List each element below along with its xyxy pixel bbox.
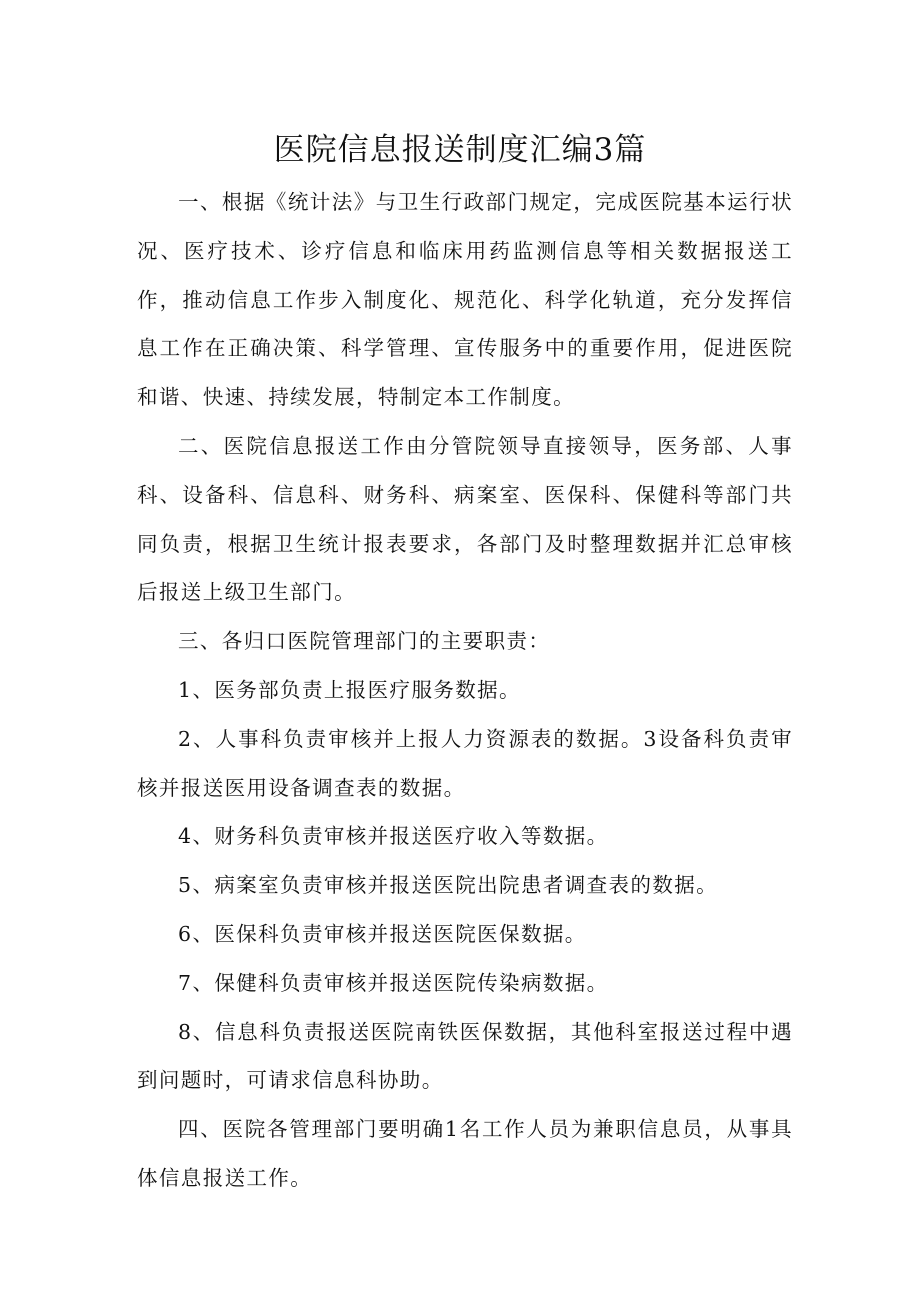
paragraph-11: 四、医院各管理部门要明确1名工作人员为兼职信息员，从事具体信息报送工作。: [137, 1117, 793, 1190]
paragraph-8: 6、医保科负责审核并报送医院医保数据。: [178, 921, 587, 946]
paragraph-7: 5、病案室负责审核并报送医院出院患者调查表的数据。: [178, 873, 719, 898]
paragraph-5: 2、人事科负责审核并上报人力资源表的数据。3设备科负责审核并报送医用设备调查表的数据。: [137, 726, 793, 800]
paragraph-6: 4、财务科负责审核并报送医疗收入等数据。: [178, 824, 609, 849]
paragraph-9: 7、保健科负责审核并报送医院传染病数据。: [178, 970, 609, 995]
paragraph-2: 二、医院信息报送工作由分管院领导直接领导，医务部、人事科、设备科、信息科、财务科、病案室、医保科、保健科等部门共同负责，根据卫生统计报表要求，各部门及时整理数据并汇总审核后报送上级卫生部门。: [137, 433, 793, 605]
paragraph-3: 三、各归口医院管理部门的主要职责：: [178, 629, 551, 654]
document-title: 医院信息报送制度汇编3篇: [273, 132, 647, 168]
paragraph-4: 1、医务部负责上报医疗服务数据。: [178, 677, 521, 702]
document-body: [137, 178, 793, 1203]
paragraph-1: 一、根据《统计法》与卫生行政部门规定，完成医院基本运行状况、医疗技术、诊疗信息和临床用药监测信息等相关数据报送工作，推动信息工作步入制度化、规范化、科学化轨道，充分发挥信息工作在正确决策、科学管理、宣传服务中的重要作用，促进医院和谐、快速、持续发展，特制定本工作制度。: [137, 190, 793, 410]
paragraph-10: 8、信息科负责报送医院南铁医保数据，其他科室报送过程中遇到问题时，可请求信息科协助。: [137, 1019, 793, 1093]
